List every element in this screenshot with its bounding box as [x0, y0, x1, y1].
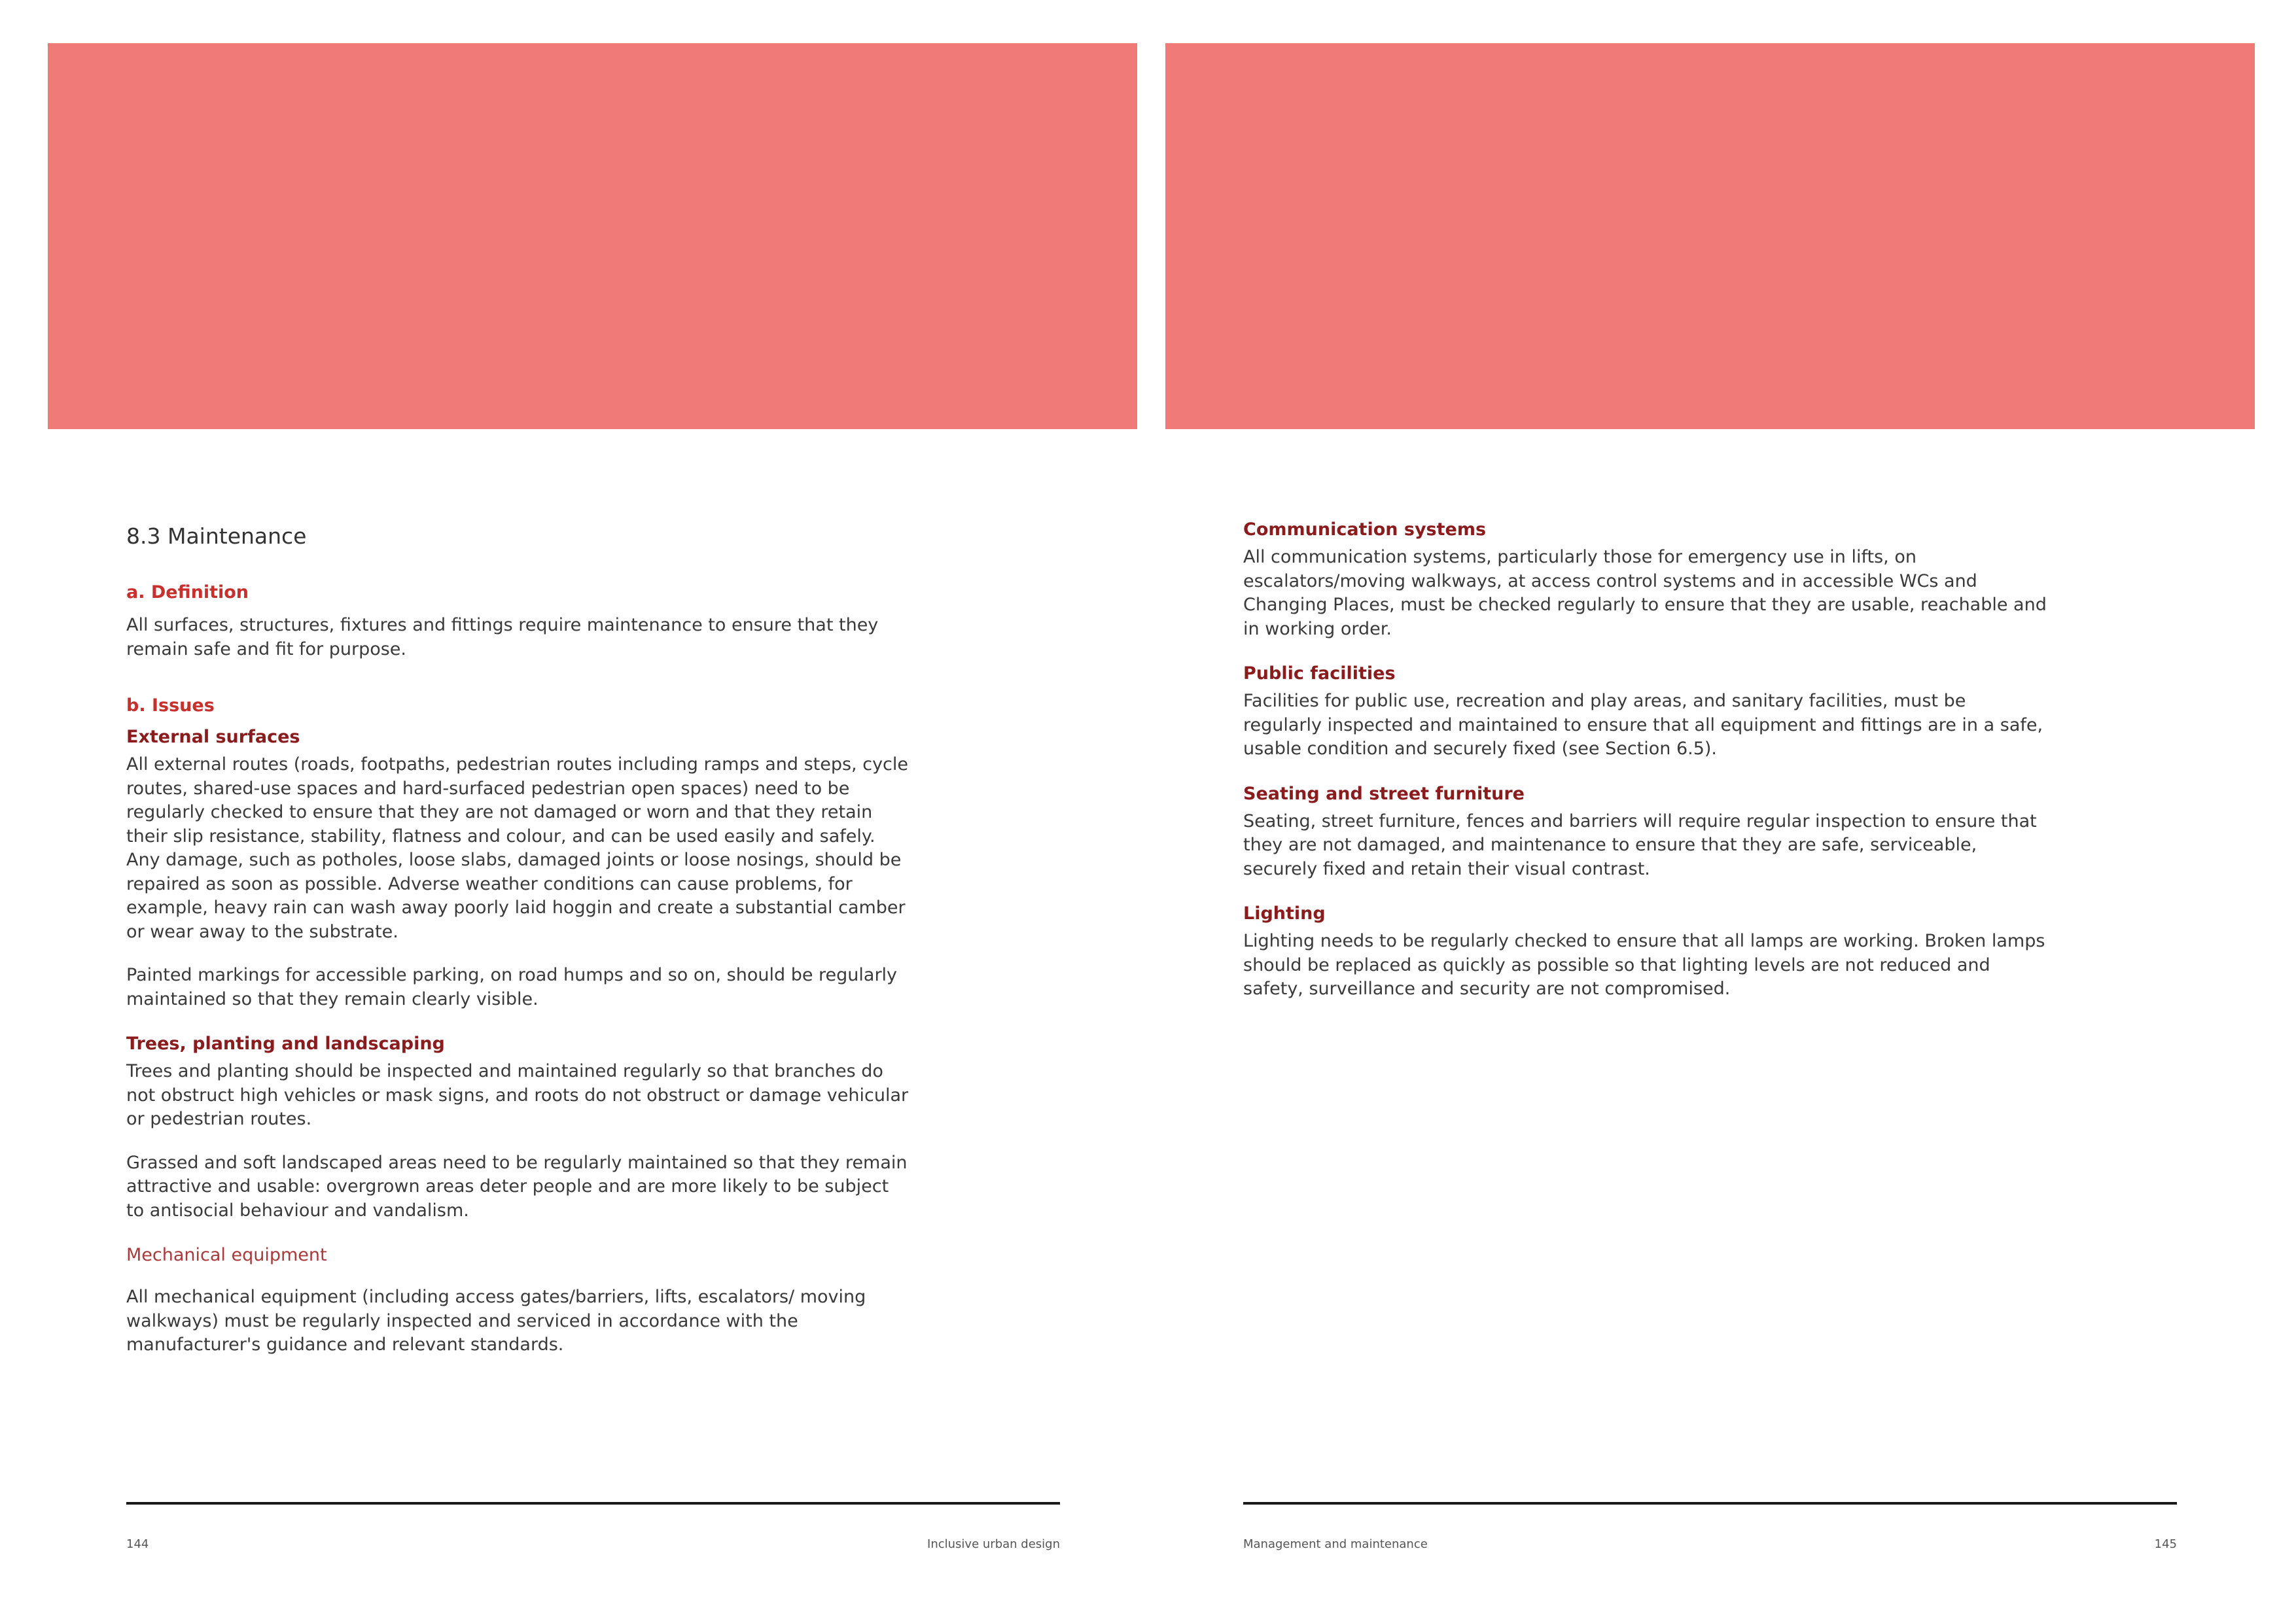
right-page-banner [1165, 43, 2255, 429]
seating-heading: Seating and street furniture [1243, 783, 1525, 804]
definition-label: a. Definition [126, 582, 249, 602]
public-facilities-text: Facilities for public use, recreation and play areas, and sanitary facilities, must be regularly inspected and maintained to ensure that all equipment and fittings are in a safe, usable condition and securely fixed (see Section 6.5). [1243, 691, 2043, 759]
external-surfaces-para-2: Painted markings for accessible parking, on road humps and so on, should be regularly maintained so that they remain clearly visible. [126, 965, 898, 1009]
lighting-text: Lighting needs to be regularly checked to ensure that all lamps are working. Broken lamps should be replaced as quickly as possible so that lighting levels are not reduced and safety, surveillance and security are not compromised. [1243, 931, 2045, 999]
issues-label: b. Issues [126, 695, 215, 716]
mechanical-heading: Mechanical equipment [126, 1245, 327, 1265]
right-footer-title: Management and maintenance [1243, 1537, 1428, 1551]
seating-text: Seating, street furniture, fences and barriers will require regular inspection to ensure that they are not damaged, and maintenance to ensure that they are safe, serviceable, securely fixed and retain their visual contrast. [1243, 811, 2037, 879]
left-page-number: 144 [126, 1537, 149, 1551]
trees-heading: Trees, planting and landscaping [126, 1034, 445, 1054]
left-page-banner [48, 43, 1137, 429]
right-page-content [1243, 517, 2048, 1021]
communication-text: All communication systems, particularly those for emergency use in lifts, on escalators/moving walkways, at access control systems and in accessible WCs and Changing Places, must be checked regularly to ensure that they are usable, reachable and in working order. [1243, 547, 2047, 639]
left-footer-rule [126, 1502, 1060, 1505]
definition-text: All surfaces, structures, fixtures and fittings require maintenance to ensure that they remain safe and fit for purpose. [126, 615, 879, 659]
trees-para-1: Trees and planting should be inspected and maintained regularly so that branches do not obstruct high vehicles or mask signs, and roots do not obstruct or damage vehicular or pedestrian routes. [126, 1061, 909, 1129]
external-surfaces-para-1: All external routes (roads, footpaths, pedestrian routes including ramps and steps, cycle routes, shared-use spaces and hard-surfaced pedestrian open spaces) need to be regularly checked to ensure that they are not damaged or worn and that they retain their slip resistance, stability, flatness and colour, and can be used easily and safely. Any damage, such as potholes, loose slabs, damaged joints or loose nosings, should be repaired as soon as possible. Adverse weather conditions can cause problems, for example, heavy rain can wash away poorly laid hoggin and create a substantial camber or wear away to the substrate. [126, 754, 909, 942]
left-page-content [126, 517, 911, 1377]
communication-heading: Communication systems [1243, 519, 1487, 540]
left-footer-title: Inclusive urban design [927, 1537, 1060, 1551]
lighting-heading: Lighting [1243, 903, 1326, 924]
section-title: 8.3 Maintenance [126, 523, 307, 549]
public-facilities-heading: Public facilities [1243, 663, 1396, 684]
mechanical-para-1: All mechanical equipment (including access gates/barriers, lifts, escalators/ moving walkways) must be regularly inspected and serviced in accordance with the manufacturer's guidance and relevant standards. [126, 1287, 866, 1355]
external-surfaces-heading: External surfaces [126, 727, 300, 747]
trees-para-2: Grassed and soft landscaped areas need to be regularly maintained so that they remain attractive and usable: overgrown areas deter people and are more likely to be subject to antisocial behaviour and vandalism. [126, 1152, 908, 1221]
right-footer-rule [1243, 1502, 2177, 1505]
right-page-number: 145 [2154, 1537, 2177, 1551]
